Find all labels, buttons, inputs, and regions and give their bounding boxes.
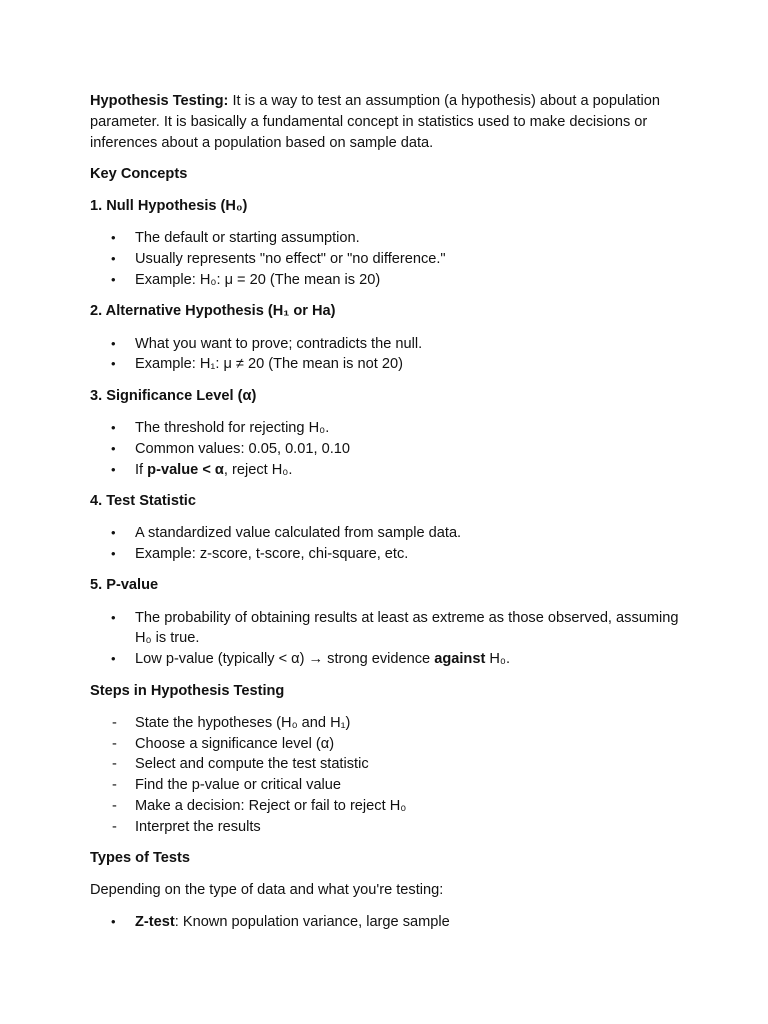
list-item (90, 608, 680, 650)
bullet-marker: • (111, 525, 116, 541)
evidence-emphasis: against (434, 651, 486, 668)
significance-level-list (90, 418, 680, 480)
list-item (90, 544, 680, 565)
list-item-text: A standardized value calculated from sample data. (135, 525, 462, 542)
alternative-hypothesis-heading: 2. Alternative Hypothesis (H₁ or Ha) (90, 303, 336, 320)
list-item (90, 649, 680, 670)
list-item (90, 228, 680, 249)
bullet-marker: • (111, 546, 116, 562)
evidence-suffix: H₀. (485, 651, 511, 668)
dash-marker: - (112, 756, 117, 773)
list-item-text: Example: H₁: μ ≠ 20 (The mean is not 20) (135, 356, 403, 373)
dash-marker: - (112, 735, 117, 752)
list-item (90, 817, 680, 838)
bullet-marker: • (111, 609, 116, 625)
list-item-text: Interpret the results (135, 818, 261, 835)
bullet-marker: • (111, 251, 116, 267)
steps-list (90, 713, 680, 838)
types-intro: Depending on the type of data and what you're testing: (90, 882, 444, 899)
bullet-marker: • (111, 420, 116, 436)
list-item (90, 270, 680, 291)
bullet-marker: • (111, 230, 116, 246)
types-list (90, 912, 680, 933)
dash-marker: - (112, 818, 117, 835)
list-item (90, 249, 680, 270)
bullet-marker: • (111, 651, 116, 667)
rule-suffix: , reject H₀. (223, 461, 293, 478)
list-item (90, 796, 680, 817)
bullet-marker: • (111, 356, 116, 372)
null-hypothesis-list (90, 228, 680, 290)
list-item (90, 460, 680, 481)
steps-heading: Steps in Hypothesis Testing (90, 682, 285, 699)
list-item (90, 734, 680, 755)
list-item-text: Choose a significance level (α) (135, 735, 335, 752)
list-item-text: The threshold for rejecting H₀. (135, 420, 330, 437)
list-item-text: Example: z-score, t-score, chi-square, etc. (135, 546, 409, 563)
bullet-marker: • (111, 913, 116, 929)
p-value-heading: 5. P-value (90, 577, 159, 594)
rule-condition: p-value < α (147, 461, 224, 478)
list-item (90, 334, 680, 355)
significance-level-heading: 3. Significance Level (α) (90, 387, 257, 404)
p-value-list (90, 608, 680, 670)
list-item (90, 713, 680, 734)
list-item-text: State the hypotheses (H₀ and H₁) (135, 714, 351, 731)
list-item-text: Make a decision: Reject or fail to reject H₀ (135, 798, 407, 815)
types-heading: Types of Tests (90, 850, 191, 867)
intro-term: Hypothesis Testing: (90, 93, 229, 109)
list-item (90, 775, 680, 796)
alternative-hypothesis-list (90, 334, 680, 376)
dash-marker: - (112, 714, 117, 731)
document-page (90, 91, 680, 943)
dash-marker: - (112, 798, 117, 815)
bullet-marker: • (111, 272, 116, 288)
dash-marker: - (112, 777, 117, 794)
key-concepts-heading: Key Concepts (90, 165, 188, 182)
list-item-text: Example: H₀: μ = 20 (The mean is 20) (135, 272, 381, 289)
list-item-text: Common values: 0.05, 0.01, 0.10 (135, 440, 350, 457)
null-hypothesis-heading: 1. Null Hypothesis (H₀) (90, 198, 248, 215)
list-item-text: The probability of obtaining results at least as extreme as those observed, assuming H₀ is true. (135, 609, 679, 647)
bullet-marker: • (111, 440, 116, 456)
z-test-description: : Known population variance, large sample (174, 913, 450, 930)
list-item (90, 439, 680, 460)
list-item (90, 354, 680, 375)
intro-text: It is a way to test an assumption (a hypothesis) about a population parameter. It is basically a fundamental concept in statistics used to make decisions or inferences about a population based on sample data. (90, 93, 660, 151)
list-item (90, 418, 680, 439)
intro-paragraph (90, 91, 680, 153)
list-item-text: The default or starting assumption. (135, 230, 360, 247)
list-item (90, 754, 680, 775)
list-item-text: Select and compute the test statistic (135, 756, 369, 773)
z-test-term: Z-test (135, 913, 175, 930)
list-item-text: Usually represents "no effect" or "no difference." (135, 251, 446, 268)
bullet-marker: • (111, 461, 116, 477)
list-item (90, 523, 680, 544)
test-statistic-list (90, 523, 680, 565)
evidence-prefix: Low p-value (typically < α) → strong evidence (135, 651, 435, 668)
rule-prefix: If (135, 461, 148, 478)
test-statistic-heading: 4. Test Statistic (90, 492, 196, 509)
list-item (90, 912, 680, 933)
bullet-marker: • (111, 335, 116, 351)
list-item-text: Find the p-value or critical value (135, 777, 342, 794)
list-item-text: What you want to prove; contradicts the null. (135, 335, 423, 352)
